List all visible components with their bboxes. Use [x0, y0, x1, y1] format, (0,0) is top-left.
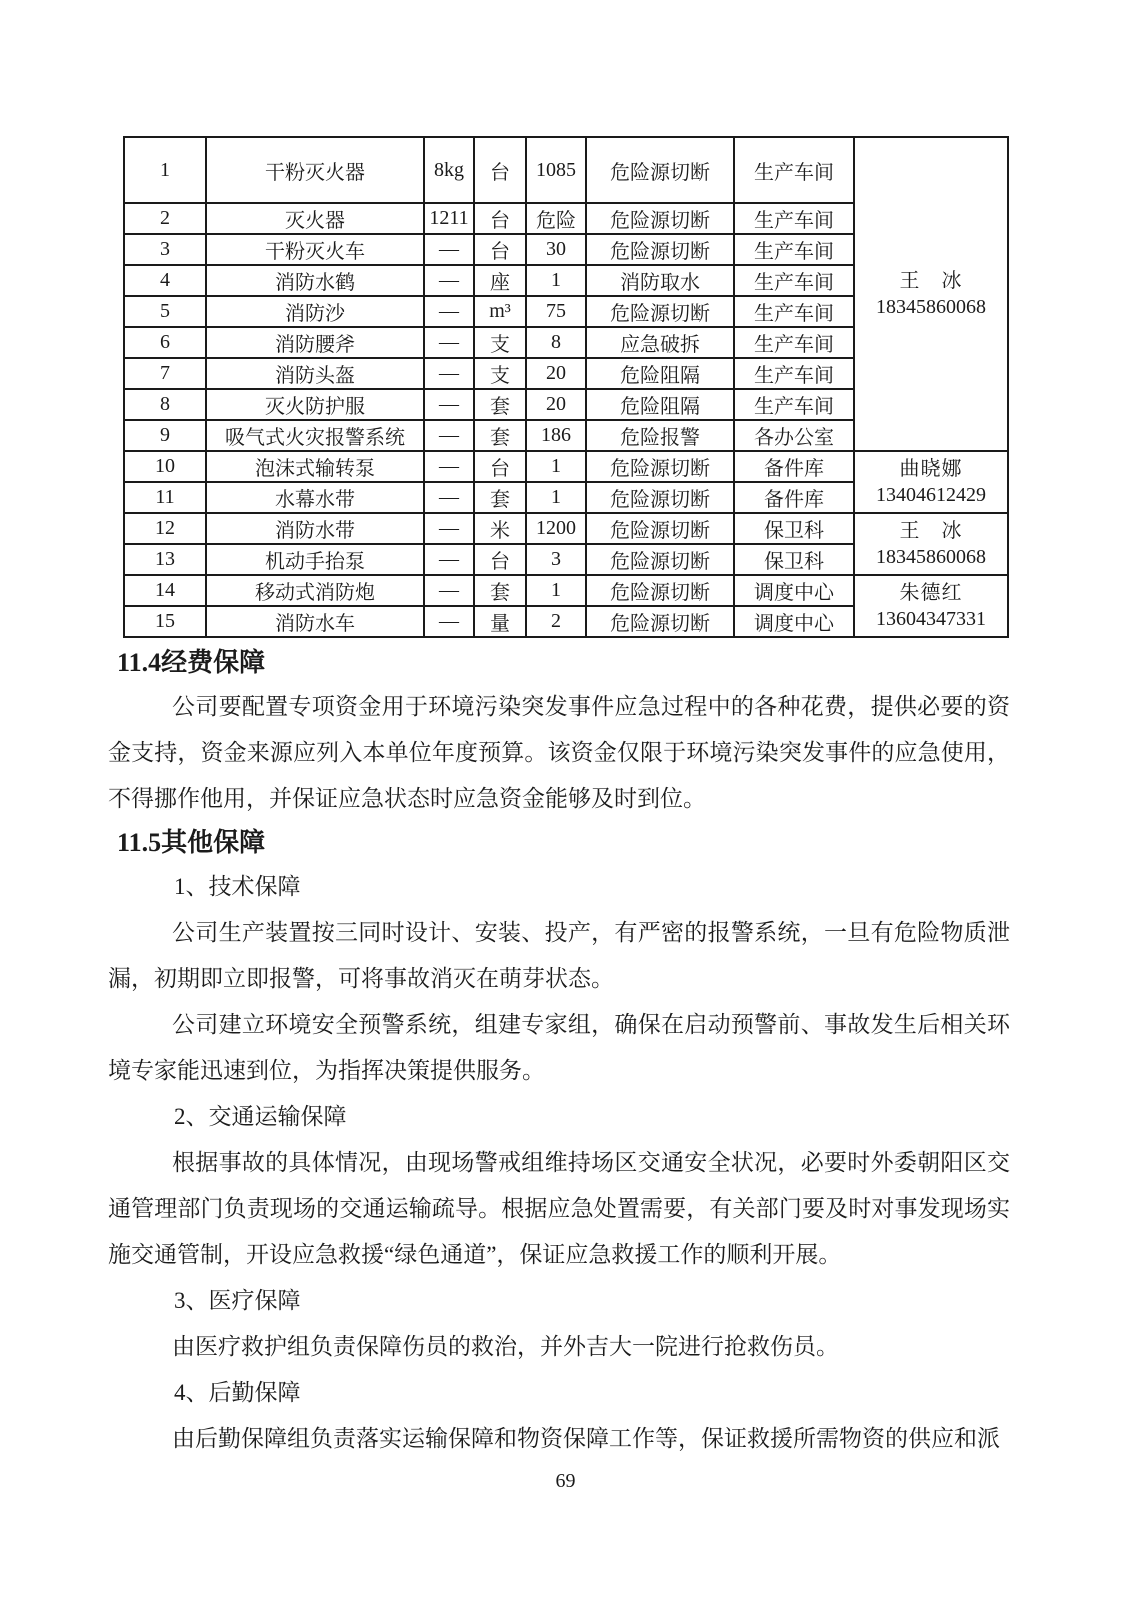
cell-spec: 8kg	[424, 137, 474, 203]
cell-purpose: 危险源切断	[586, 296, 734, 327]
table-row	[124, 137, 1008, 203]
cell-qty: 8	[526, 327, 586, 358]
cell-spec: —	[424, 451, 474, 482]
cell-qty: 20	[526, 389, 586, 420]
cell-no: 11	[124, 482, 206, 513]
cell-unit: 台	[474, 137, 526, 203]
cell-unit: 量	[474, 606, 526, 637]
contact-name: 王 冰	[899, 270, 963, 292]
cell-spec: —	[424, 575, 474, 606]
cell-spec: —	[424, 482, 474, 513]
subheading-medical: 3、医疗保障	[174, 1288, 301, 1313]
cell-no: 6	[124, 327, 206, 358]
cell-purpose: 危险源切断	[586, 575, 734, 606]
table-row	[124, 513, 1008, 544]
cell-contact	[854, 451, 1008, 513]
cell-purpose: 危险源切断	[586, 513, 734, 544]
cell-location: 生产车间	[734, 296, 854, 327]
cell-location: 生产车间	[734, 265, 854, 296]
cell-purpose: 危险源切断	[586, 482, 734, 513]
cell-spec: —	[424, 234, 474, 265]
subheading-logistics: 4、后勤保障	[174, 1380, 301, 1405]
cell-no: 1	[124, 137, 206, 203]
contact-name: 朱德红	[899, 582, 963, 604]
cell-name: 吸气式火灾报警系统	[206, 420, 424, 451]
cell-unit: 座	[474, 265, 526, 296]
cell-unit: m³	[474, 296, 526, 327]
body-text	[108, 642, 1010, 1462]
cell-purpose: 危险源切断	[586, 544, 734, 575]
cell-purpose: 危险阻隔	[586, 389, 734, 420]
cell-spec: —	[424, 296, 474, 327]
cell-spec: —	[424, 327, 474, 358]
contact-name: 王 冰	[899, 520, 963, 542]
cell-contact	[854, 513, 1008, 575]
cell-spec: —	[424, 544, 474, 575]
cell-name: 消防腰斧	[206, 327, 424, 358]
cell-qty: 20	[526, 358, 586, 389]
cell-purpose: 危险源切断	[586, 606, 734, 637]
cell-name: 机动手抬泵	[206, 544, 424, 575]
cell-unit: 米	[474, 513, 526, 544]
cell-location: 调度中心	[734, 606, 854, 637]
section-heading-11-4: 11.4经费保障	[117, 648, 266, 677]
cell-unit: 台	[474, 234, 526, 265]
cell-spec: —	[424, 606, 474, 637]
cell-purpose: 消防取水	[586, 265, 734, 296]
paragraph-technical-1: 公司生产装置按三同时设计、安装、投产，有严密的报警系统，一旦有危险物质泄漏，初期即立即报警，可将事故消灭在萌芽状态。	[108, 920, 1010, 991]
cell-no: 14	[124, 575, 206, 606]
cell-no: 7	[124, 358, 206, 389]
cell-qty: 危险	[526, 203, 586, 234]
page-content	[108, 136, 1010, 1462]
cell-unit: 套	[474, 389, 526, 420]
cell-no: 8	[124, 389, 206, 420]
contact-phone: 18345860068	[876, 296, 986, 318]
cell-name: 干粉灭火器	[206, 137, 424, 203]
cell-location: 生产车间	[734, 389, 854, 420]
cell-location: 保卫科	[734, 513, 854, 544]
subheading-transport: 2、交通运输保障	[174, 1104, 347, 1129]
cell-location: 生产车间	[734, 358, 854, 389]
cell-purpose: 应急破拆	[586, 327, 734, 358]
cell-name: 消防水鹤	[206, 265, 424, 296]
cell-purpose: 危险源切断	[586, 234, 734, 265]
table-row	[124, 451, 1008, 482]
contact-phone: 13404612429	[876, 484, 986, 506]
cell-no: 5	[124, 296, 206, 327]
cell-contact	[854, 575, 1008, 637]
cell-unit: 台	[474, 203, 526, 234]
contact-phone: 18345860068	[876, 546, 986, 568]
cell-qty: 186	[526, 420, 586, 451]
section-heading-11-5: 11.5其他保障	[117, 828, 266, 857]
cell-qty: 1	[526, 575, 586, 606]
cell-location: 保卫科	[734, 544, 854, 575]
cell-name: 移动式消防炮	[206, 575, 424, 606]
cell-name: 干粉灭火车	[206, 234, 424, 265]
page-number: 69	[555, 1470, 576, 1492]
cell-no: 13	[124, 544, 206, 575]
paragraph-technical-2: 公司建立环境安全预警系统，组建专家组，确保在启动预警前、事故发生后相关环境专家能迅速到位，为指挥决策提供服务。	[108, 1012, 1010, 1083]
cell-spec: —	[424, 420, 474, 451]
cell-purpose: 危险阻隔	[586, 358, 734, 389]
cell-spec: —	[424, 389, 474, 420]
cell-no: 4	[124, 265, 206, 296]
cell-location: 备件库	[734, 451, 854, 482]
contact-name: 曲晓娜	[899, 458, 963, 480]
cell-purpose: 危险源切断	[586, 137, 734, 203]
cell-location: 备件库	[734, 482, 854, 513]
cell-no: 3	[124, 234, 206, 265]
paragraph-logistics: 由后勤保障组负责落实运输保障和物资保障工作等，保证救援所需物资的供应和派	[172, 1426, 1000, 1451]
cell-qty: 1	[526, 265, 586, 296]
cell-location: 生产车间	[734, 327, 854, 358]
cell-name: 灭火器	[206, 203, 424, 234]
cell-no: 2	[124, 203, 206, 234]
cell-contact	[854, 137, 1008, 451]
equipment-table	[123, 136, 1009, 638]
cell-no: 9	[124, 420, 206, 451]
cell-spec: 1211	[424, 203, 474, 234]
cell-unit: 套	[474, 575, 526, 606]
cell-name: 消防沙	[206, 296, 424, 327]
cell-qty: 1085	[526, 137, 586, 203]
cell-location: 生产车间	[734, 137, 854, 203]
cell-unit: 台	[474, 544, 526, 575]
cell-qty: 75	[526, 296, 586, 327]
cell-unit: 支	[474, 358, 526, 389]
cell-location: 调度中心	[734, 575, 854, 606]
cell-no: 10	[124, 451, 206, 482]
cell-location: 各办公室	[734, 420, 854, 451]
cell-spec: —	[424, 513, 474, 544]
paragraph-transport: 根据事故的具体情况，由现场警戒组维持场区交通安全状况，必要时外委朝阳区交通管理部门负责现场的交通运输疏导。根据应急处置需要，有关部门要及时对事发现场实施交通管制，开设应急救援“绿色通道”，保证应急救援工作的顺利开展。	[108, 1150, 1010, 1267]
cell-unit: 套	[474, 420, 526, 451]
cell-location: 生产车间	[734, 203, 854, 234]
cell-qty: 1	[526, 482, 586, 513]
paragraph-medical: 由医疗救护组负责保障伤员的救治，并外吉大一院进行抢救伤员。	[172, 1334, 839, 1359]
cell-name: 灭火防护服	[206, 389, 424, 420]
cell-purpose: 危险源切断	[586, 203, 734, 234]
cell-qty: 30	[526, 234, 586, 265]
cell-name: 水幕水带	[206, 482, 424, 513]
cell-qty: 3	[526, 544, 586, 575]
subheading-technical: 1、技术保障	[174, 874, 301, 899]
cell-name: 消防水带	[206, 513, 424, 544]
cell-purpose: 危险报警	[586, 420, 734, 451]
cell-qty: 2	[526, 606, 586, 637]
cell-unit: 支	[474, 327, 526, 358]
cell-name: 泡沫式输转泵	[206, 451, 424, 482]
cell-qty: 1	[526, 451, 586, 482]
cell-unit: 台	[474, 451, 526, 482]
table-row	[124, 575, 1008, 606]
cell-spec: —	[424, 358, 474, 389]
cell-spec: —	[424, 265, 474, 296]
cell-name: 消防头盔	[206, 358, 424, 389]
cell-location: 生产车间	[734, 234, 854, 265]
cell-name: 消防水车	[206, 606, 424, 637]
contact-phone: 13604347331	[876, 608, 986, 630]
cell-unit: 套	[474, 482, 526, 513]
paragraph-funding: 公司要配置专项资金用于环境污染突发事件应急过程中的各种花费，提供必要的资金支持，资金来源应列入本单位年度预算。该资金仅限于环境污染突发事件的应急使用，不得挪作他用，并保证应急状态时应急资金能够及时到位。	[108, 694, 1010, 811]
cell-purpose: 危险源切断	[586, 451, 734, 482]
cell-no: 15	[124, 606, 206, 637]
cell-no: 12	[124, 513, 206, 544]
cell-qty: 1200	[526, 513, 586, 544]
